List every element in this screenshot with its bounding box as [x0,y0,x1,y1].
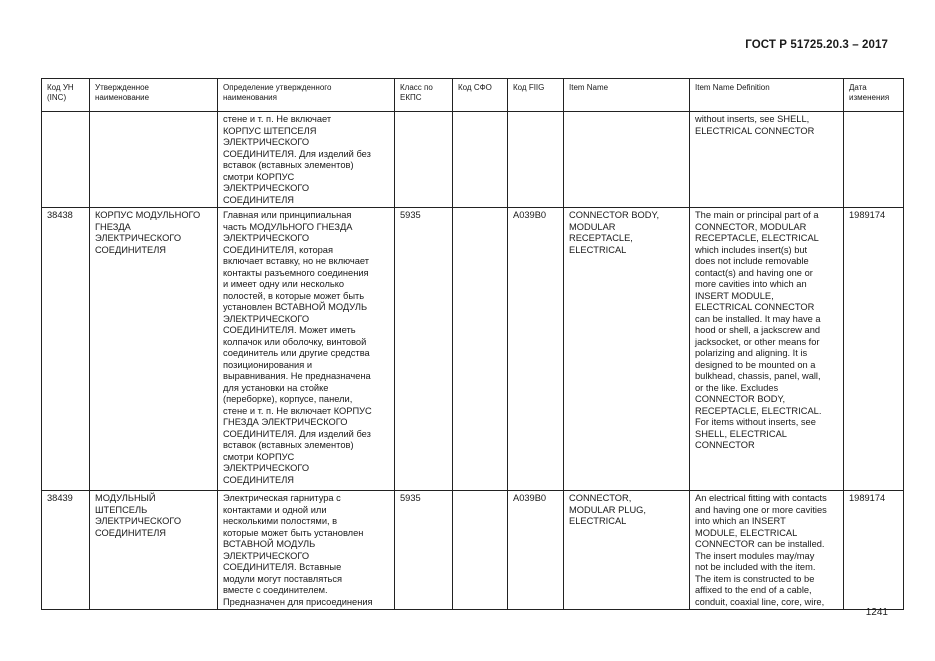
cell-sfo-code [453,491,508,610]
cell-approved-name [90,112,218,208]
cell-change-date: 1989174 [844,208,904,491]
column-header-fiig-code: Код FIIG [508,79,564,112]
cell-fiig-code [508,112,564,208]
cell-item-name: CONNECTOR BODY, MODULAR RECEPTACLE, ELECTRICAL [564,208,690,491]
column-header-item-name: Item Name [564,79,690,112]
table-header-row [42,79,904,112]
cell-inc [42,112,90,208]
cell-ekps-class: 5935 [395,208,453,491]
cell-ekps-class [395,112,453,208]
cell-definition-ru: стене и т. п. Не включает КОРПУС ШТЕПСЕЛЯ ЭЛЕКТРИЧЕСКОГО СОЕДИНИТЕЛЯ. Для изделий без вставок (вставных элементов) смотри КОРПУС ЭЛЕКТРИЧЕСКОГО СОЕДИНИТЕЛЯ [218,112,395,208]
table-row [42,112,904,208]
column-header-change-date: Дата изменения [844,79,904,112]
cell-approved-name: МОДУЛЬНЫЙ ШТЕПСЕЛЬ ЭЛЕКТРИЧЕСКОГО СОЕДИНИТЕЛЯ [90,491,218,610]
cell-fiig-code: A039B0 [508,491,564,610]
table-row [42,208,904,491]
cell-item-name [564,112,690,208]
cell-approved-name: КОРПУС МОДУЛЬНОГО ГНЕЗДА ЭЛЕКТРИЧЕСКОГО СОЕДИНИТЕЛЯ [90,208,218,491]
column-header-sfo-code: Код СФО [453,79,508,112]
document-title: ГОСТ Р 51725.20.3 – 2017 [745,39,888,51]
cell-definition-ru: Электрическая гарнитура с контактами и одной или несколькими полостями, в которые может быть установлен ВСТАВНОЙ МОДУЛЬ ЭЛЕКТРИЧЕСКОГО СОЕДИНИТЕЛЯ. Вставные модули могут поставляться вместе с соединителем. Предназначен для присоединения [218,491,395,610]
cell-definition-ru: Главная или принципиальная часть МОДУЛЬНОГО ГНЕЗДА ЭЛЕКТРИЧЕСКОГО СОЕДИНИТЕЛЯ, которая включает вставку, но не включает контакты разъемного соединения и имеет одну или несколько полостей, в которые может быть установлен ВСТАВНОЙ МОДУЛЬ ЭЛЕКТРИЧЕСКОГО СОЕДИНИТЕЛЯ. Может иметь колпачок или оболочку, винтовой соединитель или другие средства позиционирования и выравнивания. Не предназначена для установки на стойке (переборке), корпусе, панели, стене и т. п. Не включает КОРПУС ГНЕЗДА ЭЛЕКТРИЧЕСКОГО СОЕДИНИТЕЛЯ. Для изделий без вставок (вставных элементов) смотри КОРПУС ЭЛЕКТРИЧЕСКОГО СОЕДИНИТЕЛЯ [218,208,395,491]
cell-change-date [844,112,904,208]
cell-inc: 38439 [42,491,90,610]
cell-sfo-code [453,208,508,491]
page-number: 1241 [865,607,888,618]
column-header-inc: Код УН (INC) [42,79,90,112]
column-header-approved-name: Утвержденное наименование [90,79,218,112]
cell-item-name-definition: without inserts, see SHELL, ELECTRICAL CONNECTOR [690,112,844,208]
cell-item-name-definition: The main or principal part of a CONNECTOR, MODULAR RECEPTACLE, ELECTRICAL which includes insert(s) but does not include removable contact(s) and having one or more cavities into which an INSERT MODULE, ELECTRICAL CONNECTOR can be installed. It may have a hood or shell, a jackscrew and jacksocket, or other means for polarizing and aligning. It is designed to be mounted on a bulkhead, chassis, panel, wall, or the like. Excludes CONNECTOR BODY, RECEPTACLE, ELECTRICAL. For items without inserts, see SHELL, ELECTRICAL CONNECTOR [690,208,844,491]
cell-item-name-definition: An electrical fitting with contacts and having one or more cavities into which an INSERT MODULE, ELECTRICAL CONNECTOR can be installed. The insert modules may/may not be included with the item. The item is constructed to be affixed to the end of a cable, conduit, coaxial line, core, wire, [690,491,844,610]
cell-inc: 38438 [42,208,90,491]
cell-ekps-class: 5935 [395,491,453,610]
cell-fiig-code: A039B0 [508,208,564,491]
table-row [42,491,904,610]
cell-change-date: 1989174 [844,491,904,610]
cell-sfo-code [453,112,508,208]
cell-item-name: CONNECTOR, MODULAR PLUG, ELECTRICAL [564,491,690,610]
column-header-item-name-definition: Item Name Definition [690,79,844,112]
column-header-ekps-class: Класс по ЕКПС [395,79,453,112]
classifier-table [41,78,904,610]
column-header-definition: Определение утвержденного наименования [218,79,395,112]
